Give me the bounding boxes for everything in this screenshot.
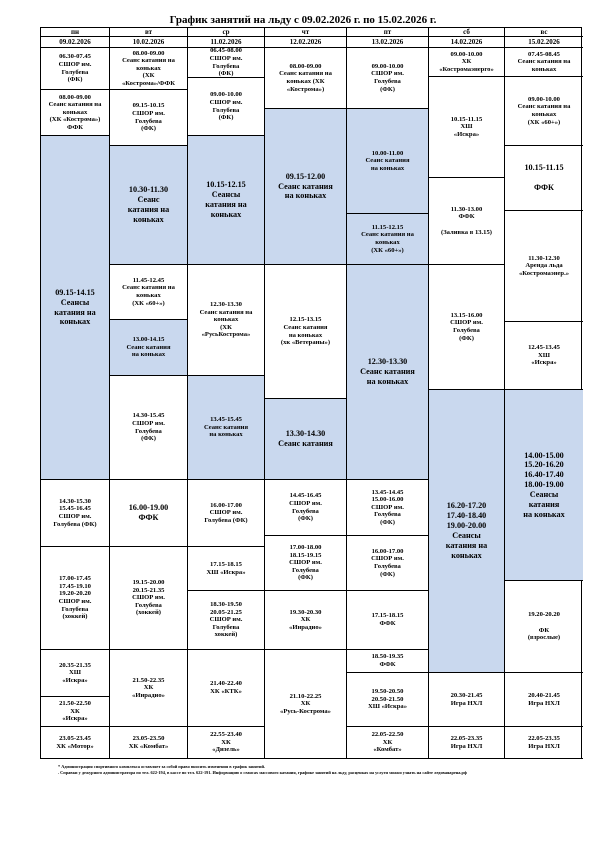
schedule-cell: 11.30-13.00 ФФК (Заливка в 13.15) [429,178,505,265]
schedule-cell: 23.05-23.50 ХК «Комбат» [110,727,188,759]
schedule-cell: 21.10-22.25 ХК «Русь-Кострома» [265,650,347,759]
schedule-cell: 13.00-14.15 Сеанс катания на коньках [110,320,188,376]
schedule-cell: 20.35-21.35 ХШ «Искра» [41,650,110,697]
schedule-cell: 12.15-13.15 Сеанс катания на коньках (хк «Ветераны») [265,265,347,399]
schedule-cell: 10.15-11.15 ХШ «Искра» [429,77,505,178]
schedule-cell: 23.05-23.45 ХК «Мотор» [41,727,110,759]
day-header: вс [505,28,583,37]
schedule-cell: 22.05-23.35 Игра НХЛ [505,727,583,759]
schedule-cell: 09.00-10.00 ХК «Костромаэнерго» [429,48,505,77]
page-title: График занятий на льду с 09.02.2026 г. по 15.02.2026 г. [169,14,437,26]
schedule-cell: 19.50-20.50 20.50-21.50 ХШ «Искра» [347,673,429,727]
day-header: вт [110,28,188,37]
schedule-table [40,27,582,759]
schedule-cell: 08.00-09.00 Сеанс катания на коньках (ХК «Кострома»/ФФК [110,48,188,90]
schedule-cell: 21.50-22.35 ХК «Инрадио» [110,650,188,727]
schedule-cell: 09.15-12.00 Сеанс катания на коньках [265,109,347,265]
schedule-cell: 09.15-10.15 СШОР им. Голубева (ФК) [110,90,188,146]
footnote: * Администрация спортивного комплекса оставляет за собой право вносить изменения в график занятий. [58,764,266,769]
date-header: 09.02.2026 [41,37,110,48]
schedule-cell: 16.00-17.00 СШОР им. Голубева (ФК) [188,480,265,547]
schedule-cell: 17.15-18.15 ХШ «Искра» [188,547,265,591]
day-header: сб [429,28,505,37]
schedule-cell: 16.00-19.00 ФФК [110,480,188,547]
schedule-cell: 21.40-22.40 ХК «КТК» [188,650,265,727]
schedule-cell: 11.45-12.45 Сеанс катания на коньках (ХК «60+») [110,265,188,320]
schedule-cell: 17.15-18.15 ФФК [347,591,429,650]
date-header: 11.02.2026 [188,37,265,48]
date-header: 12.02.2026 [265,37,347,48]
schedule-cell: 12.45-13.45 ХШ «Искра» [505,322,583,390]
schedule-cell: 11.15-12.15 Сеанс катания на коньках (ХК «60+») [347,214,429,265]
date-header: 10.02.2026 [110,37,188,48]
schedule-cell: 18.50-19.35 ФФК [347,650,429,673]
schedule-cell: 21.50-22.50 ХК «Искра» [41,697,110,727]
schedule-cell: 22.55-23.40 ХК «Дизель» [188,727,265,759]
date-header: 13.02.2026 [347,37,429,48]
day-header: ср [188,28,265,37]
schedule-cell: 10.00-11.00 Сеанс катания на коньках [347,109,429,214]
footnotes [58,764,467,776]
schedule-cell: 09.00-10.00 СШОР им. Голубева (ФК) [188,78,265,136]
schedule-cell: 19.30-20.30 ХК «Инрадио» [265,591,347,650]
schedule-cell: 17.00-17.45 17.45-19.10 19.20-20.20 СШОР им. Голубева (хоккей) [41,547,110,650]
schedule-cell: 12.30-13.30 Сеанс катания на коньках [347,265,429,480]
schedule-cell: 09.15-14.15 Сеансы катания на коньках [41,136,110,480]
schedule-cell: 13.30-14.30 Сеанс катания [265,399,347,480]
schedule-cell: 09.00-10.00 СШОР им. Голубева (ФК) [347,48,429,109]
footnote: . Справки у дежурного администратора по тел. 622-194, в кассе по тел. 622-191. Информацию о сеансах массового катания, графике занятий на льду, расценках на услуги можно узнать на сайте ледоваяарена.рф [58,770,467,776]
schedule-cell: 14.30-15.45 СШОР им. Голубева (ФК) [110,376,188,480]
schedule-cell: 14.00-15.00 15.20-16.20 16.40-17.40 18.00-19.00 Сеансы катания на коньках [505,390,583,581]
schedule-cell: 13.15-16.00 СШОР им. Голубева (ФК) [429,265,505,390]
schedule-cell: 19.15-20.00 20.15-21.35 СШОР им. Голубева (хоккей) [110,547,188,650]
schedule-cell: 20.40-21.45 Игра НХЛ [505,673,583,727]
schedule-cell: 11.30-12.30 Аренда льда «Костромаэнер.» [505,211,583,322]
schedule-cell: 10.30-11.30 Сеанс катания на коньках [110,146,188,265]
schedule-cell: 10.15-11.15 ФФК [505,146,583,211]
schedule-cell: 10.15-12.15 Сеансы катания на коньках [188,136,265,265]
day-header: пн [41,28,110,37]
schedule-cell: 18.30-19.50 20.05-21.25 СШОР им. Голубева хоккей) [188,591,265,650]
schedule-cell: 06.30-07.45 СШОР им. Голубева (ФК) [41,48,110,90]
schedule-cell: 09.00-10.00 Сеанс катания на коньках (ХК «60+») [505,77,583,146]
schedule-cell: 16.20-17.20 17.40-18.40 19.00-20.00 Сеансы катания на коньках [429,390,505,673]
date-header: 14.02.2026 [429,37,505,48]
schedule-cell: 08.00-09.00 Сеанс катания на коньках (ХК «Кострома») [265,48,347,109]
date-header: 15.02.2026 [505,37,583,48]
schedule-cell: 22.05-22.50 ХК «Комбат» [347,727,429,759]
day-header: пт [347,28,429,37]
schedule-cell: 07.45-08.45 Сеанс катания на коньках [505,48,583,77]
schedule-cell: 06.45-08.00 СШОР им. Голубева (ФК) [188,48,265,78]
schedule-cell: 22.05-23.35 Игра НХЛ [429,727,505,759]
schedule-cell: 12.30-13.30 Сеанс катания на коньках (ХК «РусьКострома» [188,265,265,376]
schedule-cell: 13.45-14.45 15.00-16.00 СШОР им. Голубева (ФК) [347,480,429,536]
schedule-cell: 17.00-18.00 18.15-19.15 СШОР им. Голубева (ФК) [265,536,347,591]
schedule-cell: 16.00-17.00 СШОР им. Голубева (ФК) [347,536,429,591]
schedule-cell: 20.30-21.45 Игра НХЛ [429,673,505,727]
schedule-cell: 19.20-20.20 ФК (взрослые) [505,581,583,673]
schedule-cell: 14.45-16.45 СШОР им. Голубева (ФК) [265,480,347,536]
schedule-cell: 08.00-09.00 Сеанс катания на коньках (ХК «Кострома») ФФК [41,90,110,136]
schedule-cell: 13.45-15.45 Сеанс катания на коньках [188,376,265,480]
schedule-cell: 14.30-15.30 15.45-16.45 СШОР им. Голубева (ФК) [41,480,110,547]
day-header: чт [265,28,347,37]
